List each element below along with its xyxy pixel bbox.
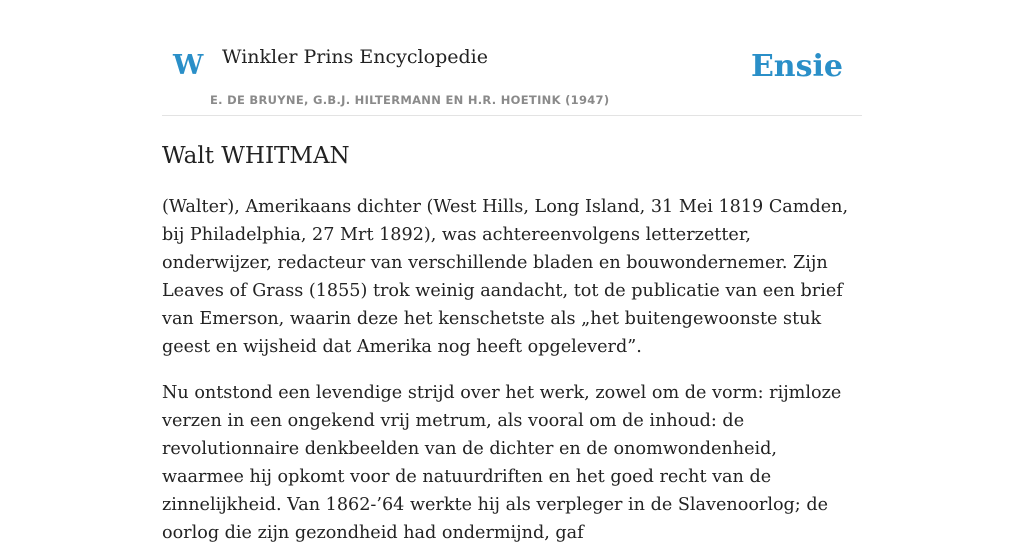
site-header — [162, 0, 862, 116]
article-paragraph: (Walter), Amerikaans dichter (West Hills, Long Island, 31 Mei 1819 Camden, bij Philadelphia, 27 Mrt 1892), was achtereenvolgens letterzetter, onderwijzer, redacteur van verschillende bladen en bouwondernemer. Zijn Leaves of Grass (1855) trok weinig aandacht, tot de publicatie van een brief van Emerson, waarin deze het kenschetste als „het buitengewoonste stuk geest en wijsheid dat Amerika nog heeft opgeleverd”. — [162, 197, 849, 357]
ensie-logo[interactable]: Ensie — [750, 49, 843, 84]
article-body — [162, 193, 862, 547]
article-paragraph: Nu ontstond een levendige strijd over het werk, zowel om de vorm: rijmloze verzen in een ongekend vrij metrum, als vooral om de inhoud: de revolutionnaire denkbeelden van de dichter en de onomwondenheid, waarmee hij opkomt voor de natuurdriften en het goed recht van de zinnelijkheid. Van 1862-’64 werkte hij als verpleger in de Slavenoorlog; de oorlog die zijn gezondheid had ondermijnd, gaf — [162, 383, 842, 543]
publication-logo[interactable]: W — [173, 50, 204, 81]
publication-authors: E. DE BRUYNE, G.B.J. HILTERMANN EN H.R. HOETINK (1947) — [210, 93, 610, 107]
publication-title[interactable]: Winkler Prins Encyclopedie — [222, 46, 488, 68]
article-title: Walt WHITMAN — [162, 143, 350, 169]
page — [162, 0, 862, 547]
